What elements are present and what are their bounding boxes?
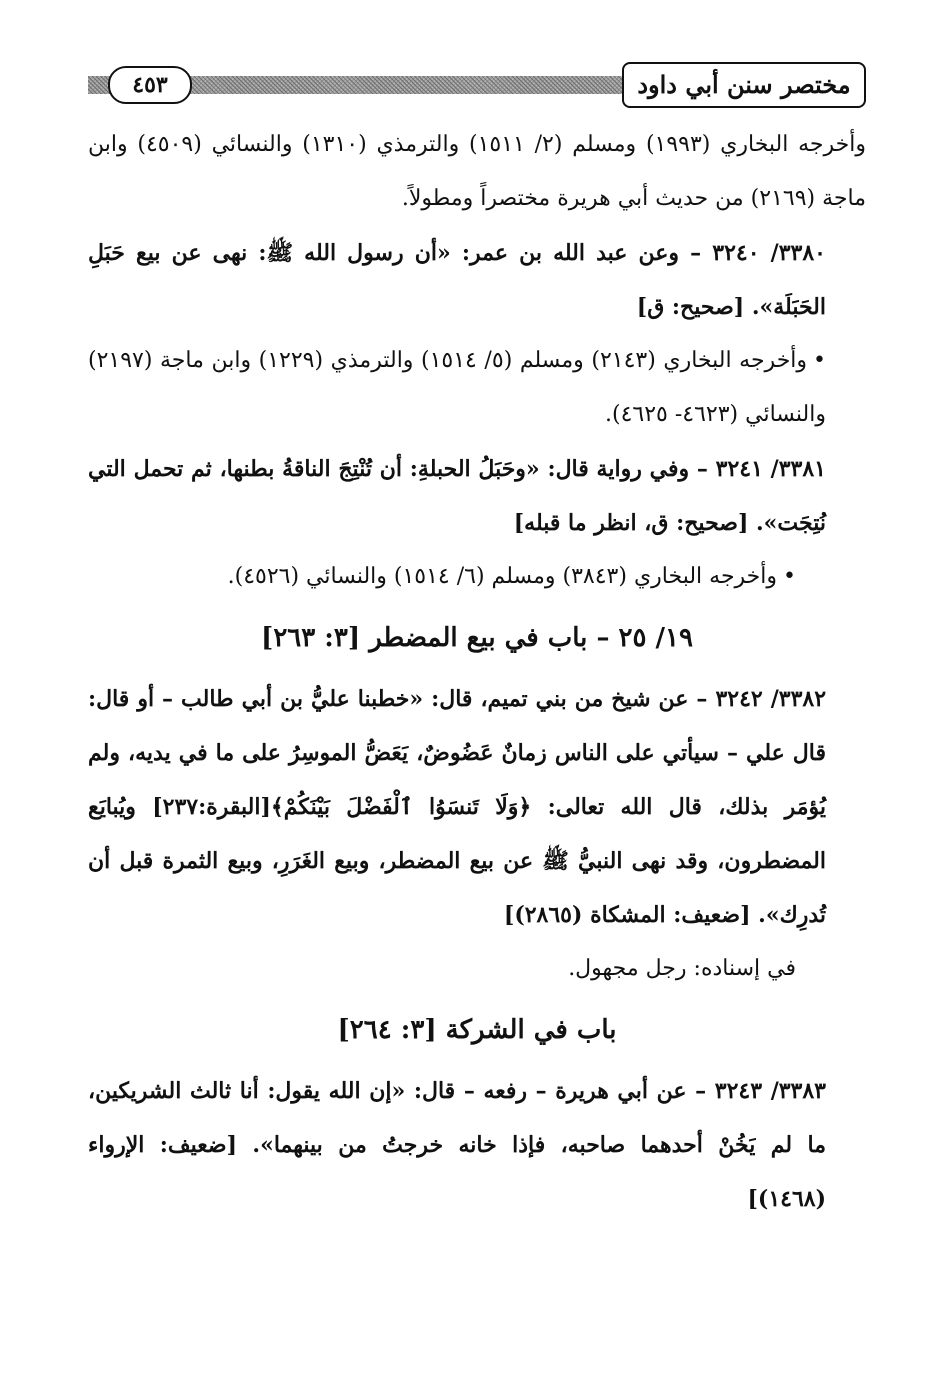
bullet-icon: • bbox=[783, 564, 796, 589]
bullet-icon: • bbox=[813, 348, 827, 373]
hadith-3381: ٣٣٨١/ ٣٢٤١ – وفي رواية قال: «وحَبَلُ الحبلةِ: أن تُنْتِجَ الناقةُ بطنها، ثم تحمل التي نُتِجَت». [صحيح: ق، انظر ما قبله] bbox=[88, 456, 826, 536]
chapter-heading: باب في الشركة [٣: ٢٦٤] bbox=[337, 1015, 617, 1045]
page-content bbox=[88, 118, 866, 1226]
reference-paragraph: وأخرجه البخاري (١٩٩٣) ومسلم (٢/ ١٥١١) والترمذي (١٣١٠) والنسائي (٤٥٠٩) وابن ماجة (٢١٦٩) من حديث أبي هريرة مختصراً ومطولاً. bbox=[88, 132, 866, 211]
reference-paragraph: •وأخرجه البخاري (٢١٤٣) ومسلم (٥/ ١٥١٤) والترمذي (١٢٢٩) وابن ماجة (٢١٩٧) والنسائي (٤٦٢٣- ٤٦٢٥). bbox=[88, 334, 866, 442]
reference-paragraph: •وأخرجه البخاري (٣٨٤٣) ومسلم (٦/ ١٥١٤) والنسائي (٤٥٢٦). bbox=[88, 550, 866, 604]
book-title: مختصر سنن أبي داود bbox=[622, 62, 866, 108]
hadith-3383: ٣٣٨٣/ ٣٢٤٣ – عن أبي هريرة – رفعه – قال: «إن الله يقول: أنا ثالث الشريكين، ما لم يَخُنْ أحدهما صاحبه، فإذا خانه خرجتُ من بينهما». [ضعيف: الإرواء (١٤٦٨)] bbox=[88, 1078, 826, 1212]
hadith-3380: ٣٣٨٠/ ٣٢٤٠ – وعن عبد الله بن عمر: «أن رسول الله ﷺ: نهى عن بيع حَبَلِ الحَبَلَة». [صحيح: ق] bbox=[88, 240, 826, 320]
page-number: ٤٥٣ bbox=[108, 66, 192, 104]
isnad-note: في إسناده: رجل مجهول. bbox=[568, 956, 796, 981]
chapter-heading: ١٩/ ٢٥ – باب في بيع المضطر [٣: ٢٦٣] bbox=[261, 623, 693, 653]
hadith-3382: ٣٣٨٢/ ٣٢٤٢ – عن شيخ من بني تميم، قال: «خطبنا عليُّ بن أبي طالب – أو قال: قال علي – سيأتي على الناس زمانٌ عَضُوضٌ، يَعَضُّ الموسِرُ على ما في يديه، ولم يُؤمَر بذلك، قال الله تعالى: ﴿وَلَا تَنسَوُا ٱلْفَضْلَ بَيْنَكُمْ﴾[البقرة:٢٣٧] ويُبايَع المضطرون، وقد نهى النبيُّ ﷺ عن بيع المضطر، وبيع الغَرَرِ، وبيع الثمرة قبل أن تُدرِك». [ضعيف: المشكاة (٢٨٦٥)] bbox=[88, 686, 827, 928]
page-header bbox=[88, 62, 866, 112]
